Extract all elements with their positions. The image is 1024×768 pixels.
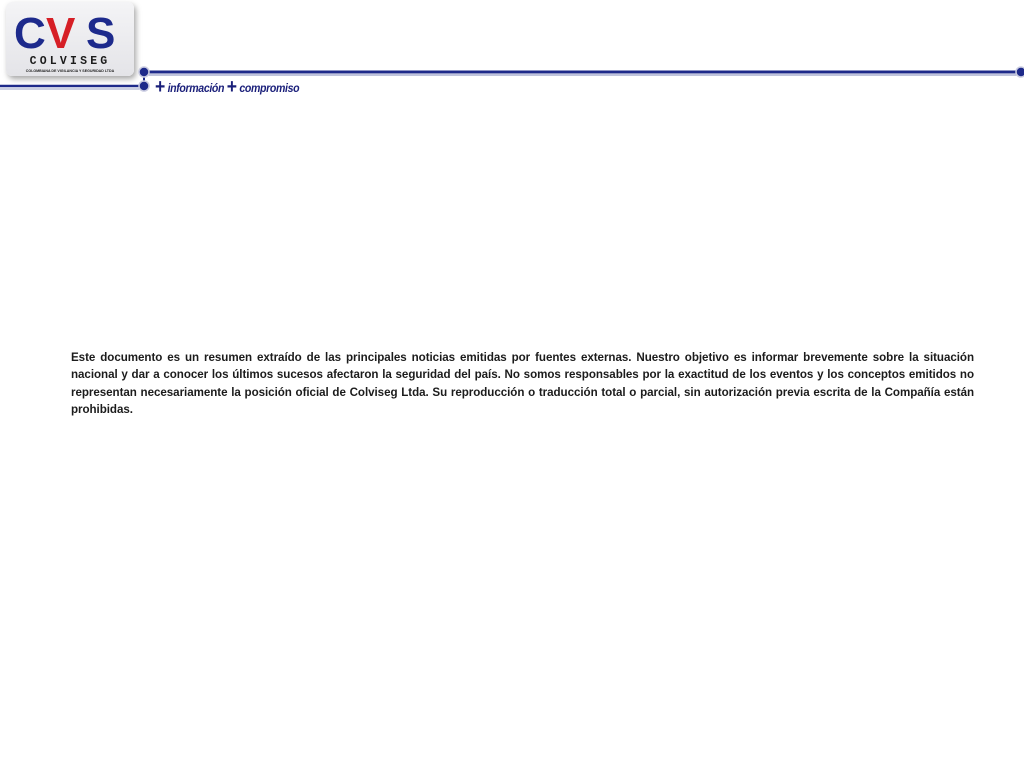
header-node-top	[139, 67, 149, 77]
header-node-bottom	[139, 81, 149, 91]
header-node-right	[1016, 67, 1024, 77]
header-decoration	[0, 60, 1024, 100]
logo-letter-v: V	[46, 9, 76, 58]
logo-subtitle: COLOMBIANA DE VIGILANCIA Y SEGURIDAD LTDA	[25, 69, 115, 73]
logo-name: COLVISEG	[29, 55, 111, 68]
tagline-plus-icon: +	[155, 76, 165, 98]
tagline-word-compromiso: compromiso	[239, 81, 300, 95]
logo-letter-s: S	[86, 9, 116, 58]
tagline-plus-icon: +	[226, 76, 237, 98]
tagline-word-informacion: información	[167, 81, 225, 95]
disclaimer-text: Este documento es un resumen extraído de las principales noticias emitidas por fuentes externas. Nuestro objetivo es informar brevemente sobre la situación nacional y dar a conocer los últimos sucesos afectaron la seguridad del país. No somos responsables por la exactitud de los eventos y los conceptos emitidos no representan necesariamente la posición oficial de Colviseg Ltda. Su reproducción o traducción total o parcial, sin autorización previa escrita de la Compañía están prohibidas.	[71, 351, 974, 416]
tagline	[155, 78, 299, 98]
logo-letter-c: C	[14, 9, 46, 58]
